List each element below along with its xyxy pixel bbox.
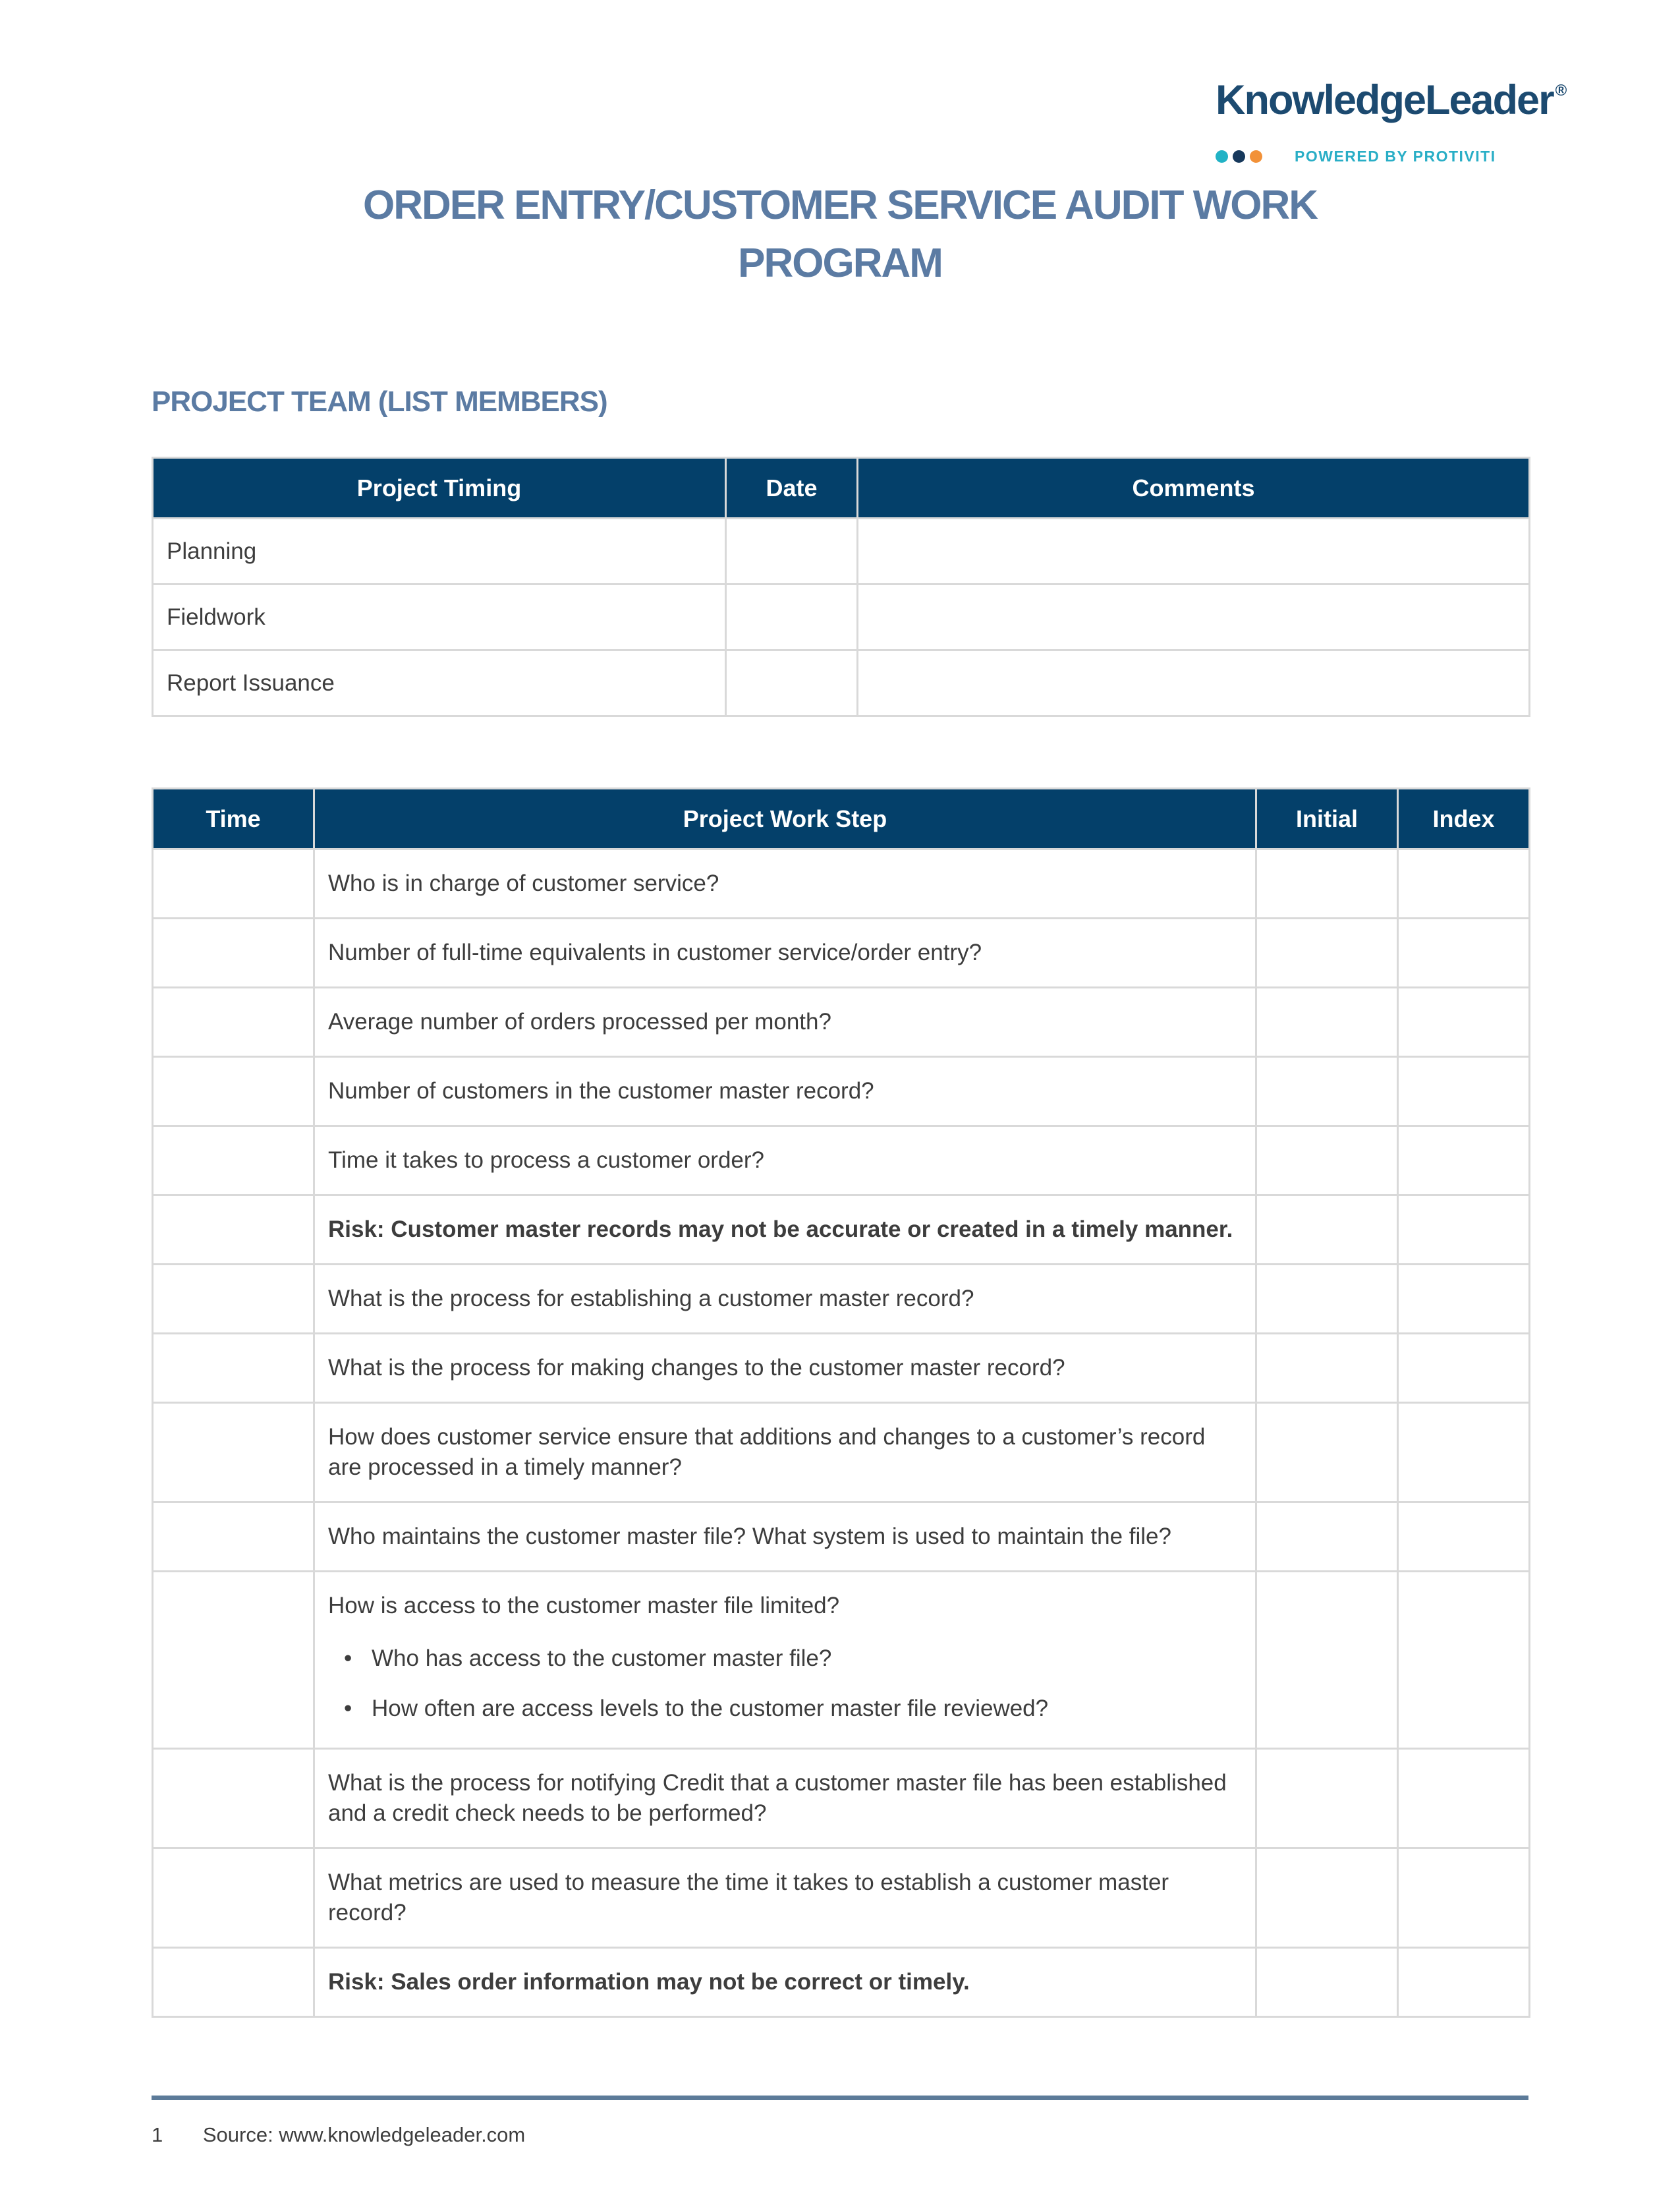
work-step-cell: What is the process for establishing a customer master record? — [314, 1265, 1256, 1334]
table-row — [153, 1403, 1530, 1502]
time-cell — [153, 1502, 314, 1572]
table-row — [153, 1848, 1530, 1948]
logo-subline — [1216, 148, 1567, 165]
footer-source: Source: www.knowledgeleader.com — [202, 2123, 526, 2146]
table-row — [153, 519, 1530, 585]
work-step-cell: What is the process for making changes to the customer master record? — [314, 1334, 1256, 1403]
initial-cell — [1256, 1126, 1398, 1195]
table-row — [153, 988, 1530, 1057]
time-cell — [153, 1948, 314, 2017]
table-row — [153, 585, 1530, 650]
initial-cell — [1256, 849, 1398, 919]
column-header-initial: Initial — [1256, 789, 1398, 849]
time-cell — [153, 919, 314, 988]
page-title-line2: PROGRAM — [738, 241, 942, 286]
logo-wordmark: KnowledgeLeader — [1216, 77, 1554, 123]
index-cell — [1398, 1334, 1530, 1403]
index-cell — [1398, 1502, 1530, 1572]
time-cell — [153, 1403, 314, 1502]
timing-label-cell: Planning — [153, 519, 726, 585]
page-title-line1: ORDER ENTRY/CUSTOMER SERVICE AUDIT WORK — [363, 183, 1317, 228]
bullet-item: • How often are access levels to the customer master file reviewed? — [328, 1694, 1242, 1724]
time-cell — [153, 1749, 314, 1848]
column-header-project-timing: Project Timing — [153, 458, 726, 519]
initial-cell — [1256, 1403, 1398, 1502]
work-step-cell: What is the process for notifying Credit that a customer master file has been established and a credit check needs to be performed? — [314, 1749, 1256, 1848]
time-cell — [153, 849, 314, 919]
footer-divider — [152, 2096, 1528, 2100]
work-step-cell — [314, 1572, 1256, 1749]
time-cell — [153, 1195, 314, 1265]
comments-cell — [858, 650, 1530, 716]
project-work-step-table — [152, 787, 1530, 2018]
time-cell — [153, 1848, 314, 1948]
initial-cell — [1256, 1334, 1398, 1403]
timing-label-cell: Fieldwork — [153, 585, 726, 650]
index-cell — [1398, 1057, 1530, 1126]
column-header-date: Date — [726, 458, 858, 519]
index-cell — [1398, 1948, 1530, 2017]
time-cell — [153, 1057, 314, 1126]
work-step-cell: Number of full-time equivalents in customer service/order entry? — [314, 919, 1256, 988]
logo-dot-teal-icon — [1216, 150, 1228, 163]
table-row — [153, 1502, 1530, 1572]
index-cell — [1398, 1265, 1530, 1334]
risk-row — [153, 1195, 1530, 1265]
timing-header-row — [153, 458, 1530, 519]
index-cell — [1398, 849, 1530, 919]
work-step-cell: Risk: Customer master records may not be accurate or created in a timely manner. — [314, 1195, 1256, 1265]
initial-cell — [1256, 1057, 1398, 1126]
comments-cell — [858, 519, 1530, 585]
initial-cell — [1256, 919, 1398, 988]
initial-cell — [1256, 1572, 1398, 1749]
index-cell — [1398, 1195, 1530, 1265]
date-cell — [726, 519, 858, 585]
logo-dots — [1216, 150, 1267, 163]
index-cell — [1398, 1749, 1530, 1848]
registered-trademark-icon: ® — [1555, 82, 1567, 100]
table-row — [153, 849, 1530, 919]
work-step-cell: Who maintains the customer master file? What system is used to maintain the file? — [314, 1502, 1256, 1572]
risk-row — [153, 1948, 1530, 2017]
work-header-row — [153, 789, 1530, 849]
initial-cell — [1256, 988, 1398, 1057]
table-row — [153, 1334, 1530, 1403]
knowledgeleader-logo — [1216, 68, 1567, 165]
table-row — [153, 919, 1530, 988]
initial-cell — [1256, 1948, 1398, 2017]
initial-cell — [1256, 1265, 1398, 1334]
column-header-comments: Comments — [858, 458, 1530, 519]
comments-cell — [858, 585, 1530, 650]
work-step-cell: Risk: Sales order information may not be correct or timely. — [314, 1948, 1256, 2017]
work-step-cell: How does customer service ensure that additions and changes to a customer’s record are processed in a timely manner? — [314, 1403, 1256, 1502]
table-row — [153, 1126, 1530, 1195]
index-cell — [1398, 919, 1530, 988]
work-step-cell: Average number of orders processed per month? — [314, 988, 1256, 1057]
time-cell — [153, 1572, 314, 1749]
logo-wordmark-line — [1216, 68, 1567, 134]
bullet-list — [328, 1643, 1242, 1724]
index-cell — [1398, 988, 1530, 1057]
initial-cell — [1256, 1749, 1398, 1848]
column-header-project-work-step: Project Work Step — [314, 789, 1256, 849]
work-step-cell: What metrics are used to measure the time it takes to establish a customer master record? — [314, 1848, 1256, 1948]
project-timing-table — [152, 457, 1530, 717]
logo-dot-orange-icon — [1250, 150, 1262, 163]
logo-tagline: POWERED BY PROTIVITI — [1295, 148, 1496, 165]
logo-dot-navy-icon — [1233, 150, 1245, 163]
work-step-question: How is access to the customer master file limited? — [328, 1593, 840, 1618]
time-cell — [153, 1265, 314, 1334]
work-step-cell: Time it takes to process a customer order? — [314, 1126, 1256, 1195]
column-header-time: Time — [153, 789, 314, 849]
index-cell — [1398, 1126, 1530, 1195]
index-cell — [1398, 1572, 1530, 1749]
footer — [152, 2123, 525, 2147]
time-cell — [153, 1126, 314, 1195]
table-row — [153, 1057, 1530, 1126]
section-heading: PROJECT TEAM (LIST MEMBERS) — [152, 385, 607, 418]
page-number: 1 — [152, 2123, 163, 2146]
date-cell — [726, 585, 858, 650]
table-row — [153, 1265, 1530, 1334]
index-cell — [1398, 1848, 1530, 1948]
table-row — [153, 650, 1530, 716]
time-cell — [153, 1334, 314, 1403]
timing-label-cell: Report Issuance — [153, 650, 726, 716]
column-header-index: Index — [1398, 789, 1530, 849]
initial-cell — [1256, 1848, 1398, 1948]
bullet-item: • Who has access to the customer master file? — [328, 1643, 1242, 1674]
time-cell — [153, 988, 314, 1057]
work-step-cell: Who is in charge of customer service? — [314, 849, 1256, 919]
initial-cell — [1256, 1195, 1398, 1265]
date-cell — [726, 650, 858, 716]
work-step-cell: Number of customers in the customer master record? — [314, 1057, 1256, 1126]
table-row — [153, 1749, 1530, 1848]
table-row — [153, 1572, 1530, 1749]
initial-cell — [1256, 1502, 1398, 1572]
page-title — [152, 177, 1528, 293]
index-cell — [1398, 1403, 1530, 1502]
